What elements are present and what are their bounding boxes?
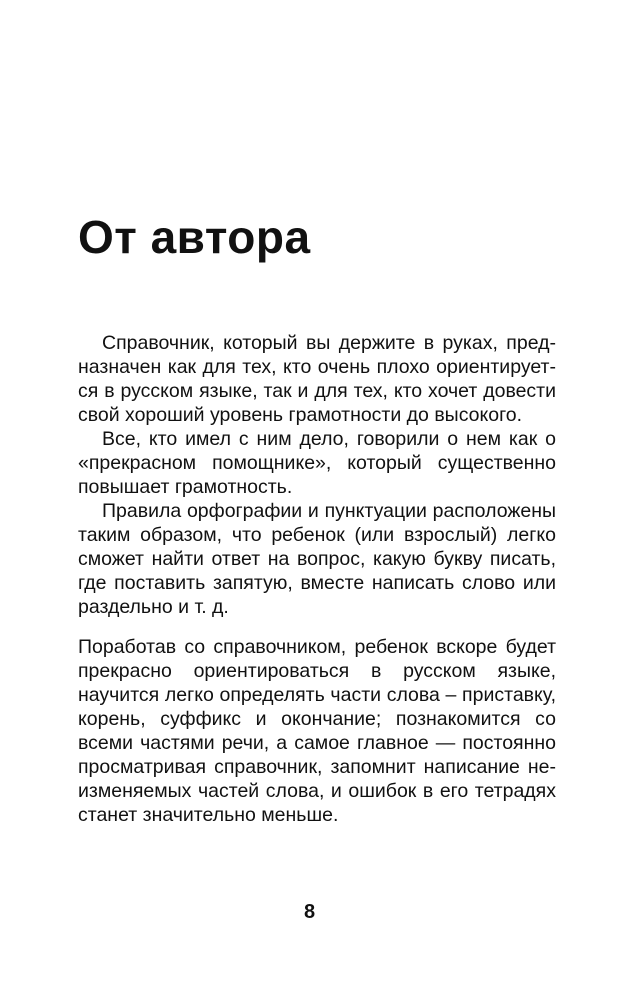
paragraph-2: Все, кто имел с ним дело, говорили о нем как о «прекрасном помощнике», который существенно повышает грамотность.: [78, 428, 556, 498]
paragraph-4: Поработав со справочником, ребенок вскоре будет прекрасно ориентироваться в русском языке, научится легко определять части слова – приставку, корень, суффикс и окончание; познакомится со всеми частями речи, а самое главное — постоянно просматривая справочник, запомнит написание неизменяемых частей слова, и ошибок в его тетрадях станет значительно меньше.: [78, 636, 556, 826]
paragraph-1: Справочник, который вы держите в руках, предназначен как для тех, кто очень плохо ориентируется в русском языке, так и для тех, кто хочет довести свой хороший уровень грамотности до высокого.: [78, 332, 556, 426]
chapter-body: [78, 331, 556, 827]
page-number: 8: [303, 901, 316, 923]
chapter-title: От автора: [78, 211, 311, 263]
paragraph-3: Правила орфографии и пунктуации расположены таким образом, что ребенок (или взрослый) легко сможет найти ответ на вопрос, какую букву писать, где поставить запятую, вместе написать слово или раздельно и т. д.: [78, 500, 556, 618]
